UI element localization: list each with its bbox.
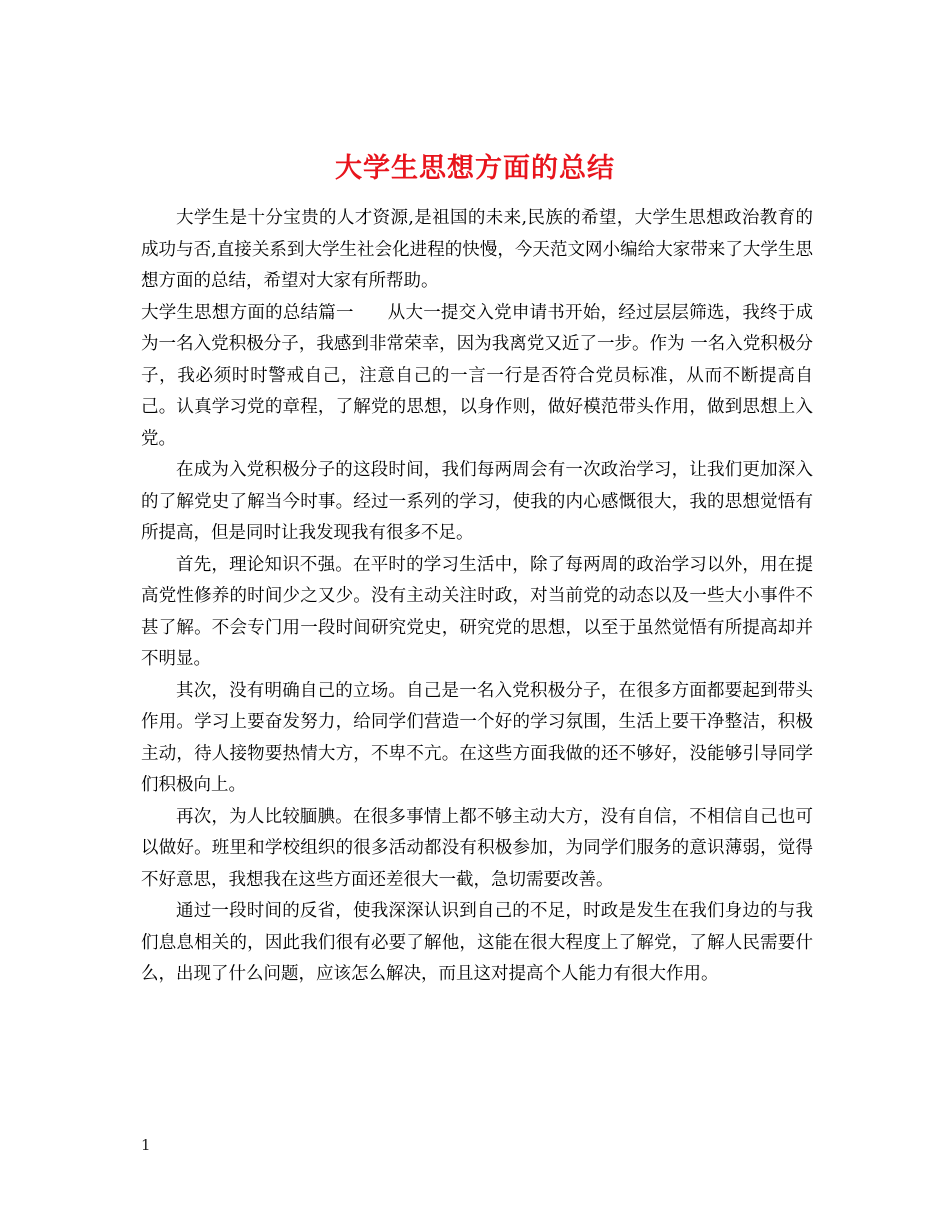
page-number: 1 — [141, 1136, 151, 1154]
section-first-paragraph — [141, 298, 813, 456]
body-paragraph-1: 在成为入党积极分子的这段时间，我们每两周会有一次政治学习，让我们更加深入的了解党史了解当今时事。经过一系列的学习，使我的内心感慨很大，我的思想觉悟有所提高，但是同时让我发现我有很多不足。 — [141, 460, 813, 543]
body-paragraph-4: 再次，为人比较腼腆。在很多事情上都不够主动大方，没有自信，不相信自己也可以做好。班里和学校组织的很多活动都没有积极参加，为同学们服务的意识薄弱，觉得不好意思，我想我在这些方面还差很大一截，急切需要改善。 — [141, 806, 813, 890]
body-paragraph-2: 首先，理论知识不强。在平时的学习生活中，除了每两周的政治学习以外，用在提高党性修养的时间少之又少。没有主动关注时政，对当前党的动态以及一些大小事件不甚了解。不会专门用一段时间研究党史，研究党的思想，以至于虽然觉悟有所提高却并不明显。 — [141, 554, 813, 669]
section-heading: 大学生思想方面的总结篇一 — [141, 302, 354, 323]
section-first-paragraph-text: 从大一提交入党申请书开始，经过层层筛选，我终于成为一名入党积极分子，我感到非常荣幸，因为我离党又近了一步。作为 一名入党积极分子，我必须时时警戒自己，注意自己的一言一行是否符合党员标准，从而不断提高自己。认真学习党的章程，了解党的思想，以身作则，做好模范带头作用，做到思想上入党。 — [141, 302, 814, 449]
document-title: 大学生思想方面的总结 — [335, 153, 615, 185]
intro-paragraph: 大学生是十分宝贵的人才资源,是祖国的未来,民族的希望，大学生思想政治教育的成功与否,直接关系到大学生社会化进程的快慢，今天范文网小编给大家带来了大学生思想方面的总结，希望对大家有所帮助。 — [141, 208, 813, 291]
document-body — [141, 203, 813, 991]
body-paragraph-5: 通过一段时间的反省，使我深深认识到自己的不足，时政是发生在我们身边的与我们息息相关的，因此我们很有必要了解他，这能在很大程度上了解党，了解人民需要什么，出现了什么问题，应该怎么解决，而且这对提高个人能力有很大作用。 — [141, 901, 813, 984]
body-paragraph-3: 其次，没有明确自己的立场。自己是一名入党积极分子，在很多方面都要起到带头作用。学习上要奋发努力，给同学们营造一个好的学习氛围，生活上要干净整洁，积极主动，待人接物要热情大方，不卑不亢。在这些方面我做的还不够好，没能够引导同学们积极向上。 — [141, 680, 813, 795]
